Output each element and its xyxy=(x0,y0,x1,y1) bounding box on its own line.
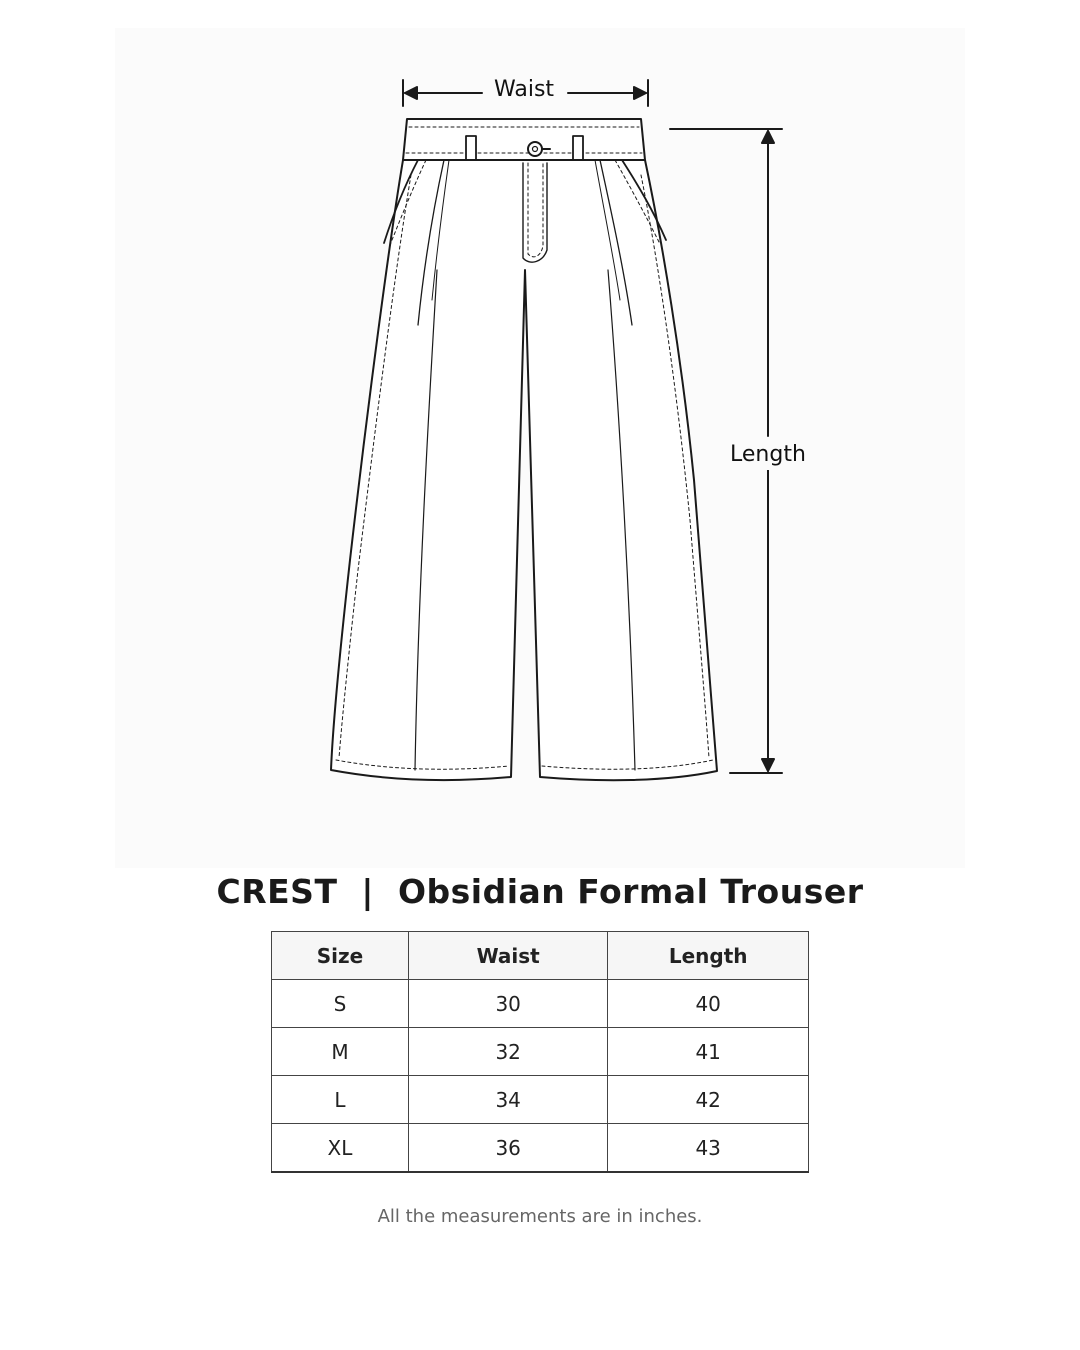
table-header-row xyxy=(272,932,809,980)
header-size: Size xyxy=(272,932,409,980)
cell-size: XL xyxy=(272,1124,409,1173)
table-row xyxy=(272,980,809,1028)
cell-waist: 36 xyxy=(408,1124,607,1173)
cell-waist: 32 xyxy=(408,1028,607,1076)
header-waist: Waist xyxy=(408,932,607,980)
trouser-outline xyxy=(331,160,717,780)
table-row xyxy=(272,1124,809,1173)
cell-size: M xyxy=(272,1028,409,1076)
length-measure-label: Length xyxy=(730,440,806,470)
table-row xyxy=(272,1028,809,1076)
cell-length: 43 xyxy=(608,1124,809,1173)
waistband xyxy=(403,119,645,160)
cell-length: 42 xyxy=(608,1076,809,1124)
cell-waist: 34 xyxy=(408,1076,607,1124)
cell-length: 40 xyxy=(608,980,809,1028)
cell-size: L xyxy=(272,1076,409,1124)
cell-length: 41 xyxy=(608,1028,809,1076)
header-length: Length xyxy=(608,932,809,980)
product-title: CREST | Obsidian Formal Trouser xyxy=(216,872,864,911)
cell-waist: 30 xyxy=(408,980,607,1028)
belt-loop xyxy=(466,136,476,162)
measurement-note: All the measurements are in inches. xyxy=(377,1206,703,1227)
waist-measure-label: Waist xyxy=(488,79,560,101)
table-row xyxy=(272,1076,809,1124)
belt-loop xyxy=(573,136,583,162)
cell-size: S xyxy=(272,980,409,1028)
size-chart-table xyxy=(271,931,809,1173)
